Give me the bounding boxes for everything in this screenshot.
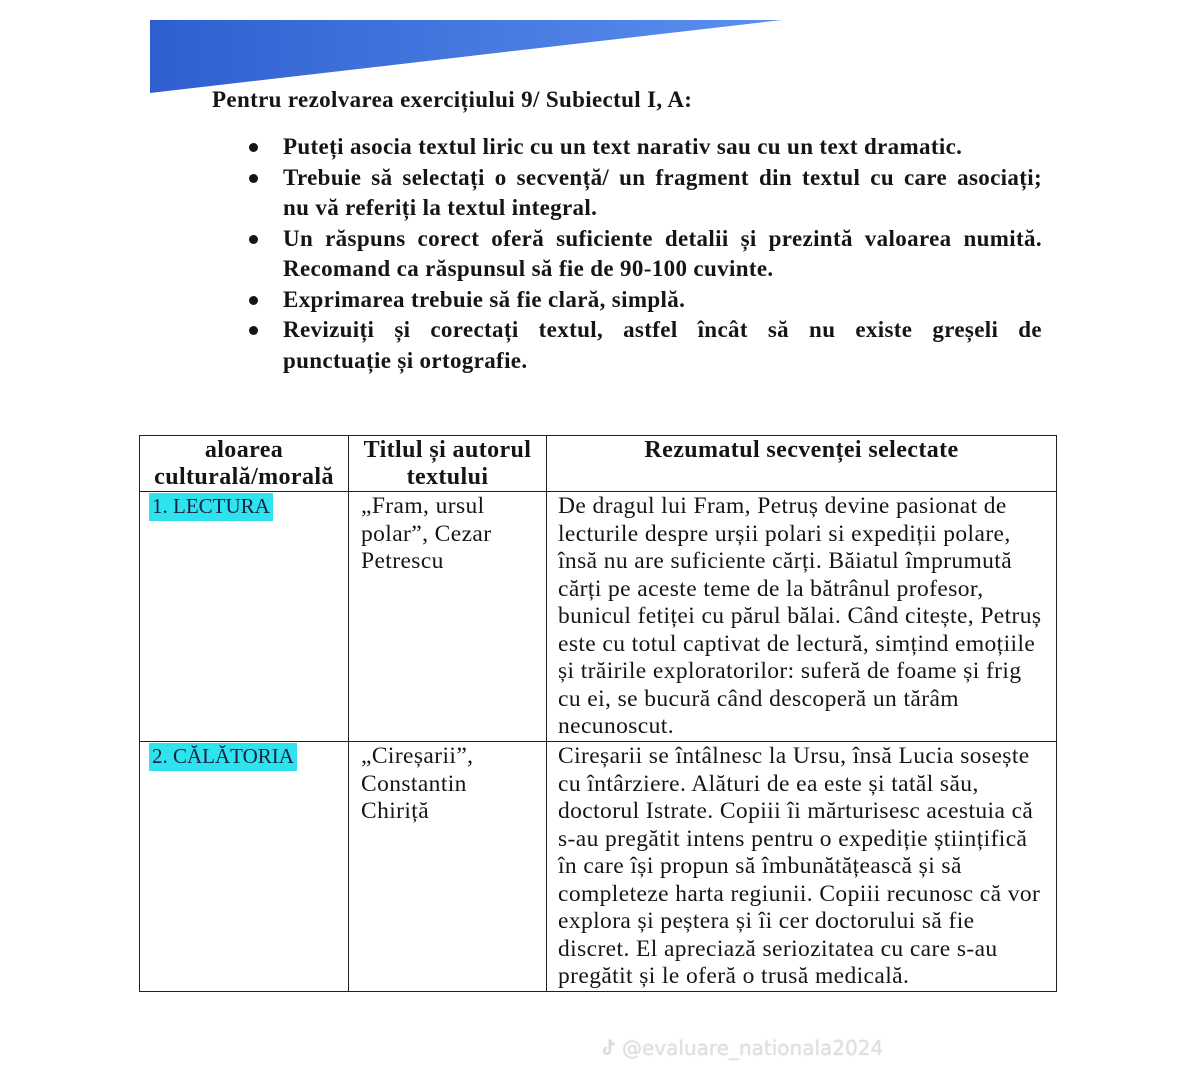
header-title-author [349, 436, 547, 492]
list-item [283, 285, 1042, 316]
title-line: „Fram, ursul [361, 493, 485, 519]
summary-line: în care își propun să îmbunătățească și să [558, 853, 962, 879]
bullet-icon [249, 174, 258, 183]
title-line: Constantin [361, 770, 467, 797]
summary-line: completeze harta regiunii. Copiii recunosc că vor [558, 880, 1041, 907]
title-cell [349, 742, 547, 992]
bullet-icon [249, 143, 258, 152]
list-item [283, 224, 1042, 285]
list-item-line: punctuație și ortografie. [283, 347, 528, 373]
summary-line: discret. El apreciază seriozitatea cu care s-au [558, 935, 998, 962]
header-line: textului [406, 464, 489, 490]
tiktok-icon [600, 1038, 617, 1058]
header-line: Rezumatul secvenței selectate [644, 437, 959, 463]
summary-line: însă nu are suficiente cărți. Băiatul împrumută [558, 548, 1013, 574]
table-row [140, 492, 1057, 742]
header-value [140, 436, 349, 492]
summary-cell [547, 492, 1057, 742]
summary-line: Cireșarii se întâlnesc la Ursu, însă Lucia sosește [558, 743, 1030, 769]
title-line: „Cireșarii”, [361, 743, 474, 769]
value-cell [140, 492, 349, 742]
list-item-line: Un răspuns corect oferă suficiente detalii și prezintă valoarea numită. [283, 225, 1042, 251]
list-item-line: nu vă referiți la textul integral. [283, 195, 598, 220]
summary-line: explora și peștera și îi cer doctorului să fie [558, 908, 975, 934]
watermark [600, 1036, 883, 1060]
summary-line: cu ei, se bucură când descoperă un tărâm [558, 685, 959, 712]
summary-line: și trăirile exploratorilor: suferă de foame și frig [558, 658, 1022, 684]
highlighted-value: 1. LECTURA [149, 493, 273, 521]
list-item-line: Recomand ca răspunsul să fie de 90-100 cuvinte. [283, 256, 774, 281]
summary-line: pregătit și le oferă o trusă medicală. [558, 963, 910, 989]
list-item [283, 163, 1042, 224]
header-line: culturală/morală [154, 464, 334, 490]
summary-line: bunicul fetiței cu părul bălai. Când citește, Petruș [558, 603, 1042, 629]
header-line: aloarea [204, 437, 284, 463]
title-line: Chiriță [361, 798, 430, 824]
summary-line: este cu totul captivat de lectură, simțind emoțiile [558, 630, 1036, 657]
summary-line: necunoscut. [558, 713, 674, 739]
summary-cell [547, 742, 1057, 992]
list-item-line: Revizuiți și corectați textul, astfel încât să nu existe greșeli de [283, 317, 1042, 342]
title-cell [349, 492, 547, 742]
bullet-icon [249, 326, 258, 335]
bullet-icon [249, 235, 258, 244]
list-item-line: Exprimarea trebuie să fie clară, simplă. [283, 286, 686, 312]
summary-line: lecturile despre urșii polari si expediții polare, [558, 520, 1011, 547]
title-line: polar”, Cezar [361, 520, 492, 547]
title-line: Petrescu [361, 548, 444, 574]
summary-line: cu întârziere. Alături de ea este și tatăl său, [558, 770, 979, 797]
bullet-icon [249, 296, 258, 305]
banner-wedge [150, 20, 782, 93]
watermark-handle: @evaluare_nationala2024 [622, 1036, 884, 1060]
list-item-line: Trebuie să selectați o secvență/ un fragment din textul cu care asociați; [283, 164, 1042, 190]
table-header-row [140, 436, 1057, 492]
header-summary [547, 436, 1057, 492]
highlighted-value: 2. CĂLĂTORIA [149, 743, 297, 771]
list-item [283, 132, 1042, 163]
summary-line: De dragul lui Fram, Petruș devine pasionat de [558, 493, 1007, 519]
value-cell [140, 742, 349, 992]
header-line: Titlul și autorul [363, 437, 532, 463]
summary-table [139, 435, 1057, 992]
instructions-list [283, 132, 1042, 376]
summary-line: s-au pregătit intens pentru o expediție științifică [558, 825, 1028, 852]
table-row [140, 742, 1057, 992]
summary-line: cărți pe aceste teme de la bătrânul profesor, [558, 575, 984, 602]
list-item-line: Puteți asocia textul liric cu un text narativ sau cu un text dramatic. [283, 134, 963, 159]
summary-line: doctorul Istrate. Copiii îi mărturisesc acestuia că [558, 798, 1034, 824]
instructions-heading: Pentru rezolvarea exercițiului 9/ Subiectul I, A: [212, 87, 693, 112]
list-item [283, 315, 1042, 376]
